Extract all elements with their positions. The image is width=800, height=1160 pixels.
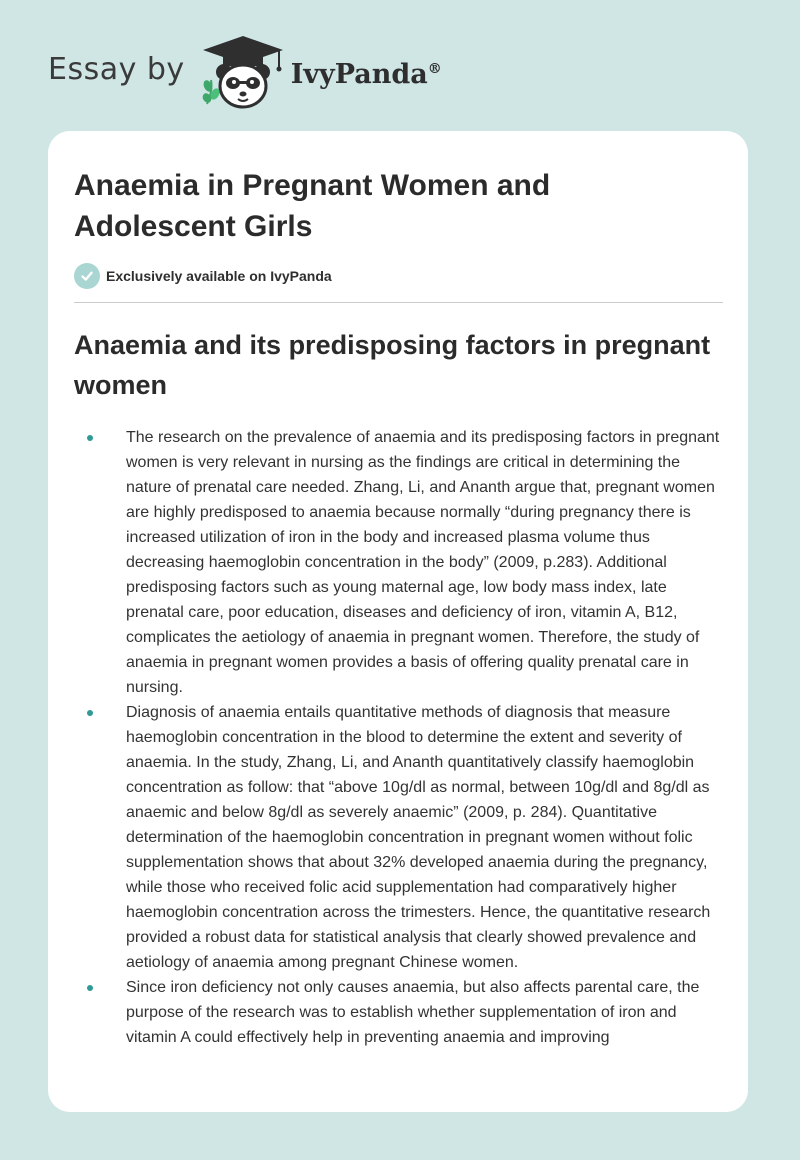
bullet-list [82,425,722,1050]
exclusive-badge [74,263,332,289]
bullet-dot-icon [87,710,93,716]
list-item [82,975,722,1050]
list-item [82,700,722,975]
panda-graduate-icon [199,34,287,110]
list-item [82,425,722,700]
list-item-text: Diagnosis of anaemia entails quantitative methods of diagnosis that measure haemoglobin concentration in the blood to determine the extent and severity of anaemia. In the study, Zhang, Li, and Ananth quantitatively classify haemoglobin concentration as follow: that “above 10g/dl as normal, between 10g/dl and 8g/dl as anaemic and below 8g/dl as severely anaemic” (2009, p. 284). Quantitative determination of the haemoglobin concentration in pregnant women without folic supplementation shows that about 32% developed anaemia during the pregnancy, while those who received folic acid supplementation had comparatively higher haemoglobin concentration across the trimesters. Hence, the quantitative research provided a robust data for statistical analysis that clearly showed prevalence and aetiology of anaemia among pregnant Chinese women. [126,704,711,971]
list-item-text: The research on the prevalence of anaemia and its predisposing factors in pregnant women is very relevant in nursing as the findings are critical in determining the nature of prenatal care needed. Zhang, Li, and Ananth argue that, pregnant women are highly predisposed to anaemia because normally “during pregnancy there is increased utilization of iron in the body and increased plasma volume thus decreasing haemoglobin concentration in the body” (2009, p.283). Additional predisposing factors such as young maternal age, low body mass index, late prenatal care, poor education, diseases and deficiency of iron, vitamin A, B12, complicates the aetiology of anaemia in pregnant women. Therefore, the study of anaemia in pregnant women provides a basis of offering quality prenatal care in nursing. [126,429,720,696]
divider [74,302,723,303]
check-icon [74,263,100,289]
essay-card [48,131,748,1112]
bullet-dot-icon [87,985,93,991]
bullet-dot-icon [87,435,93,441]
site-header [48,34,488,110]
ivypanda-logo[interactable] [199,34,442,110]
page-title: Anaemia in Pregnant Women and Adolescent Girls [74,169,551,243]
section-title: Anaemia and its predisposing factors in pregnant women [74,330,711,400]
essay-by-label: Essay by [48,51,185,87]
exclusive-label: Exclusively available on IvyPanda [106,268,332,284]
brand-name: IvyPanda® [290,58,442,90]
list-item-text: Since iron deficiency not only causes anaemia, but also affects parental care, the purpose of the research was to establish whether supplementation of iron and vitamin A could effectively help in preventing anaemia and improving [126,979,700,1046]
